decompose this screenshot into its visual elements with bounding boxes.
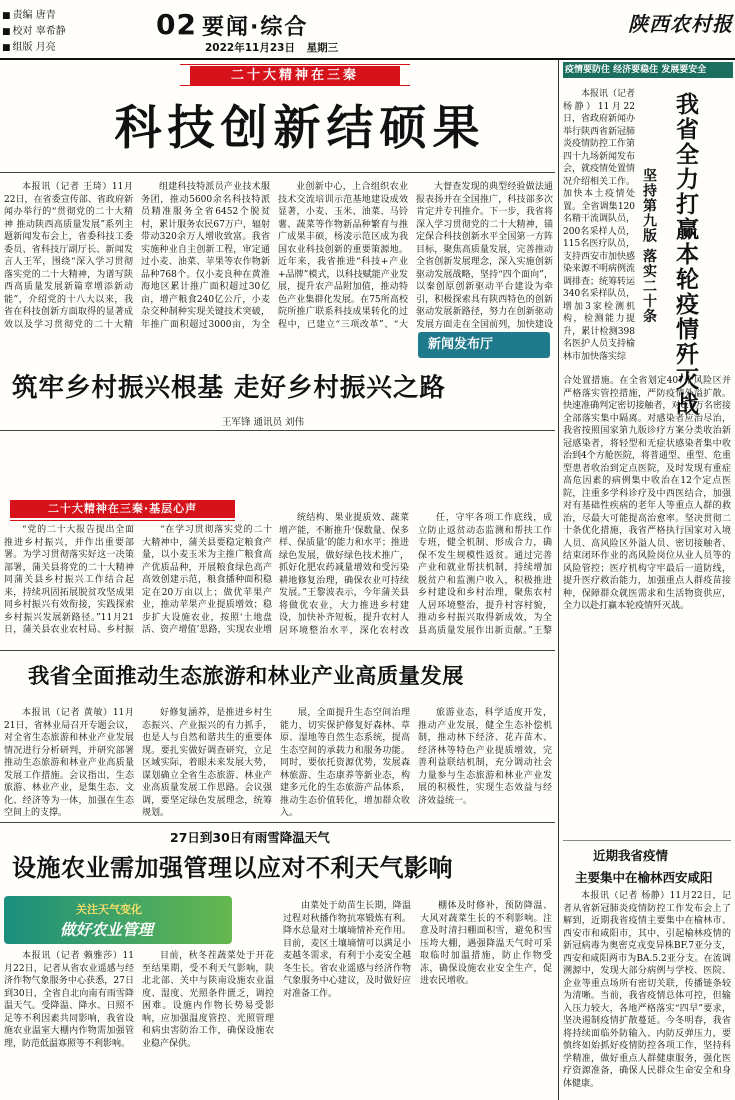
story1-title-rule xyxy=(0,172,555,173)
story4-col4: 棚体及时修补，预防降温、大风对蔬菜生长的不利影响。注意及时清扫棚面积雪，避免积雪压垮大棚，遇强降温天气时可采取临时加温措施，防止作物受冻，确保设施农业安全生产，促进农民增收。 xyxy=(420,901,552,986)
promo-line2: 做好农业管理 xyxy=(60,921,154,939)
right-rail-subtitle: 坚持第九版 落实二十条 xyxy=(641,168,657,324)
news-release-tag xyxy=(418,332,550,358)
story1-col2: 组建科技特派员产业技术服务团，推动5600余名科技特派员精准服务全省6452个脱贫村，累计服务农民67万户，辐射带动320余万人增收致富。我省实施种业自主创新工程，审定通过小麦、油菜、苹果等农作物新品种768个。仅小麦良种在黄淮海地区累计推广面积超过30亿亩，增产粮食240亿公斤，小麦杂交种制种实现关键技术突破，年推广面积超过3000亩，为全 xyxy=(141,182,270,330)
story2-bottom-rule xyxy=(0,650,555,651)
story2-col1: “党的二十大报告提出全面推进乡村振兴，并作出重要部署。为学习贯彻落实好这一决策部署，蒲关县将党的二十大精神同蒲关县乡村振兴工作结合起来，持续巩固拓展脱贫攻坚成果同乡村振兴有效衔接，实践探索乡村振兴发展新路径。”11月21日，蒲关县农业农村局、乡村振 xyxy=(4,525,134,635)
page-number: 02 xyxy=(156,8,197,41)
right-rail-divider xyxy=(558,60,559,1100)
story3-col4: 旅游业态，科学适度开发，推动产业发展，健全生态补偿机制，推动林下经济、花卉苗木、经济林等特色产业提质增效，完善利益联结机制，充分调动社会力量参与生态旅游和林业产业发展的积极性，实现生态效益与经济效益统一。 xyxy=(418,708,552,806)
story3-col2: 好修复涵养，是推进乡村生态振兴、产业振兴的有力抓手，也是人与自然和谐共生的重要体现。要扎实做好调查研究，立足区域实际，着眼未来发展大势，谋划确立全省生态旅游、林业产业高质量发展工作思路。会议强调，要坚定绿色发展理念，统筹规划。 xyxy=(142,708,272,818)
layout-line: ■ 组版 月亮 xyxy=(2,40,142,56)
story1-banner: 二十大精神在三秦 xyxy=(190,66,400,86)
story4-col2: 目前，秋冬茬蔬菜处于开花至结果期，受不利天气影响，陕北北部、关中与陕南设施农业温度、湿度、光照条件匮乏，调控困难。设施内作物长势易受影响，应加强温度管控、光照管理和病虫害防治工作，确保设施农业稳产保供。 xyxy=(142,951,274,1049)
story4-title: 设施农业需加强管理以应对不利天气影响 xyxy=(12,854,453,882)
story1-col4: 大督查发现的典型经验做法通报表扬并在全国推广，科技部多次肯定并专刊推介。下一步，我省将深入学习贯彻党的二十大精神，锚定保合科技创新水平全国第一方阵目标，聚焦高质量发展，完善推动全省创新发展理念，深入实施创新驱动发展战略，坚持“四个面向”，以秦创原创新驱动平台建设为牵引，积极探索具有陕西特色的创新驱动发展新路径，努力在创新驱动发展方面走在全国前列，加快建设 xyxy=(416,182,553,330)
editor-credits xyxy=(2,8,142,56)
story4-col1: 本报讯（记者 赖雅莎）11月22日，记者从省农业遥感与经济作物气象服务中心获悉，27日到30日，全省自北向南有雨雪降温天气。受降温、降水、日照不足等不利因素共同影响，我省设施农业温室大棚内作物需加强管理，防范低温寡照等不利影响。 xyxy=(4,951,134,1049)
editor-line: ■ 责编 唐青 xyxy=(2,8,142,24)
story1-title: 科技创新结硕果 xyxy=(114,101,486,156)
story3-col3: 展，全面提升生态空间治理能力，切实保护修复好森林、草原、湿地等自然生态系统，提高生态空间的承载力和服务功能。同时，要依托资源优势，发展森林旅游、生态康养等新业态，构建多元化的生态旅游产品体系，推动生态价值转化，增加群众收入。 xyxy=(280,708,410,818)
story2-title: 筑牢乡村振兴根基 走好乡村振兴之路 xyxy=(12,373,446,403)
story2-col3: 统结构、果业提质效、蔬菜增产能，不断推升‘保数量、保多样、保质量’的能力和水平；推进绿色发展，做好绿色技术推广，抓好化肥农药减量增效和受污染耕地修复治理，确保农业可持续发展。”王黎波表示，今年蒲关县将做优农业，大力推进乡村建设，加快补齐短板，提升农村人居环境整治水平，深化农村改 xyxy=(279,513,409,636)
paper-logo: 陕西农村报 xyxy=(628,12,733,36)
story4-kicker: 27日到30日有雨雪降温天气 xyxy=(170,830,330,845)
right-rail-header-label: 疫情要防住 经济要稳住 发展要安全 xyxy=(565,65,707,75)
right-rail-main-title: 我省全力打赢本轮疫情歼灭战 xyxy=(672,92,698,417)
story4-col3: 由菜处于幼苗生长期，降温过程对秋播作物抗寒锻炼有利。降水总量对土壤墒情补充作用。目前，麦区土壤墒情可以满足小麦越冬需求，有利于小麦安全越冬生长。省农业遥感与经济作物气象服务中心建议，及时做好应对准备工作。 xyxy=(283,901,411,999)
date-text: 2022年11月23日 xyxy=(205,42,295,54)
story1-col1: 本报讯（记者 王琦）11月22日，在省委宣传部、省政府新闻办举行的“贯彻党的二十大精神 推动陕西高质量发展”系列主题新闻发布会上，省委科技工委委员、省科技厅副厅长、新闻发言人王军，围绕“深入学习贯彻落实党的二十大精神，为谱写陕西高质量发展新篇章增添新动能”，介绍党的十八大以来，我省在科技创新方面取得的显著成效以及学习贯彻党的二十大精 xyxy=(4,182,133,330)
story2-col4: 任，守牢各项工作底线，成立防止返贫动态监测和帮扶工作专班，健全机制、形成合力，确保不发生规模性返贫。通过完善产业和就业帮扶机制，持续增加脱贫户和监测户收入，积极推进乡村建设和乡村治理，聚焦农村人居环境整治，提升村容村貌，推动乡村振兴取得新成效，为全县高质量发展作出新贡献。”王黎 xyxy=(418,513,552,636)
sidebar-kicker: 近期我省疫情 xyxy=(593,848,669,863)
proofreader-line: ■ 校对 辜希静 xyxy=(2,24,142,40)
story3-bottom-rule xyxy=(0,822,555,823)
story3-title: 我省全面推动生态旅游和林业产业高质量发展 xyxy=(28,664,464,689)
story2-title-rule xyxy=(0,430,555,431)
story2-banner-rule xyxy=(10,520,235,521)
sidebar-body: 本报讯（记者 杨静）11月22日，记者从省新冠肺炎疫情防控工作发布会上了解到，近期我省疫情主要集中在榆林市、西安市和咸阳市，其中，引起榆林疫情的新冠病毒为奥密克戎变异株BF.7亚分支，西安和咸阳两市为BA.5.2亚分支。在流调溯源中，发现大部分病例与学校、医院、企业等重点场所有密切关联，传播链条较为清晰。当前，我省疫情总体可控，但输入压力较大，各地严格落实“四早”要求，坚决遏制疫情扩散蔓延。今冬明春，我省将持续面临外防输入、内防反弹压力，要慎终如始抓好疫情防控各项工作，坚持科学精准，做好重点人群健康服务，强化医疗资源准备，确保人民群众生命安全和身体健康。 xyxy=(563,891,731,1089)
right-rail-body: 本报讯（记者 杨静）11月22日，省政府新闻办举行陕西省新冠肺炎疫情防控工作第四十九场新闻发布会，就疫情处置情况介绍相关工作。加快本土疫情处置。全省调集120名精干流调队员，200名采样人员，115名医疗队员，支持西安市加快感染来源不明病例流调排查；统筹转运340名采样队员，增加3家检测机构，检测能力提升，累计检测398名医护人员支持榆林市加快落实综 xyxy=(563,89,635,362)
story2-byline: 王军锋 通讯员 刘伟 xyxy=(222,417,305,428)
weather-promo-box xyxy=(4,896,232,944)
story2-banner: 二十大精神在三秦·基层心声 xyxy=(10,500,235,518)
issue-date xyxy=(205,40,338,55)
promo-line1: 关注天气变化 xyxy=(76,903,142,916)
right-rail-header xyxy=(563,62,733,78)
section-title: 要闻·综合 xyxy=(202,15,309,40)
sidebar-title: 主要集中在榆林西安咸阳 xyxy=(575,870,713,885)
story1-col3: 业创新中心，上合组织农业技术交流培训示范基地建设成效显著，小麦、玉米、油菜、马铃薯、蔬菜等作物新品种繁育与推广成果丰硕，杨凌示范区成为我国农业科技创新的重要策源地。近年来，我省推进“科技+产业+品牌”模式，以科技赋能产业发展，提升农产品附加值，推动特色产业集群化发展。在75所高校院所推广联系科技成果转化的过程中，已建立“三项改革”、“大 xyxy=(278,182,408,330)
sidebar-top-rule xyxy=(563,840,731,841)
weekday-text: 星期三 xyxy=(306,42,339,54)
news-release-label: 新闻发布厅 xyxy=(428,337,494,352)
right-rail-body-lower: 合处置措施。在全省划定407个风险区并严格落实管控措施，严防疫情外溢扩散。快速准确判定密切接触者，对6.5万名密接全部落实集中隔离。对感染者应治尽治，我省按照国家第九版诊疗方案分类收治新冠感染者，将轻型和无症状感染者集中收治到4个方舱医院，将普通型、重型、危重型患者收治到定点医院，及时发现有重症高危因素的病例集中收治在12个定点医院，注重多学科诊疗及中西医结合，加强对有基础性疾病的老年人等重点人群的救治，尽最大可能提高治愈率。坚决贯彻二十条优化措施，我省严格执行国家对入境人员、高风险区外溢人员、密切接触者、结束闭环作业的高风险岗位从业人员等的风险管控；医疗机构守牢最后一道防线，提升医疗救治能力，加强重点人群疫苗接种，保障群众就医需求和生活物资供应，全力以赴打赢本轮疫情歼灭战。 xyxy=(563,376,731,611)
header-rule xyxy=(0,58,735,60)
story2-col2: “在学习贯彻落实党的二十大精神中，蒲关县要稳定粮食产量，以小麦玉米为主推广粮食高产优质品种，开展粮食绿色高产高效创建示范，粮食播种面积稳定在20万亩以上；做优苹果产业，推动苹果产业提质增效；稳步扩大设施农业，按照‘土地盘活、资产增值’思路，实现农业增 xyxy=(142,525,272,635)
story3-col1: 本报讯（记者 黄敏）11月21日，省林业局召开专题会议，对全省生态旅游和林业产业发展情况进行分析研判，并研究部署推动生态旅游和林业产业高质量发展工作措施。会议指出，生态旅游、林业产业，是集生态、文化、经济等为一体，加强在生态空间上的支撑。 xyxy=(4,708,134,818)
